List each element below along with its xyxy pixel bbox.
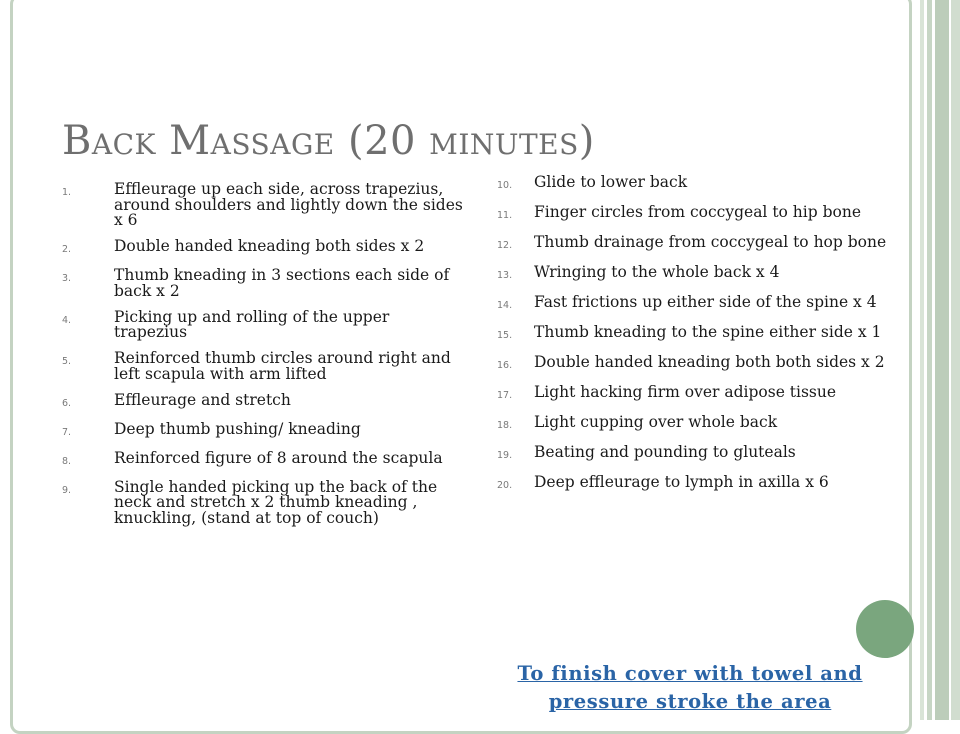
decorative-circle: [856, 600, 914, 658]
list-item: [62, 268, 467, 299]
list-item: [62, 448, 467, 470]
list-item: [62, 351, 467, 382]
item-number: 17.: [497, 390, 513, 401]
item-text: Single handed picking up the back of the neck and stretch x 2 thumb kneading , knuckling, (stand at top of couch): [114, 477, 438, 527]
list-item: [62, 239, 467, 258]
steps-list-left: [62, 182, 467, 537]
decorative-stripe: [935, 0, 949, 720]
item-text: Wringing to the whole back x 4: [534, 263, 780, 281]
list-item: [497, 445, 887, 464]
item-number: 20.: [497, 480, 513, 491]
list-item: [497, 235, 887, 254]
item-number: 8.: [62, 455, 72, 467]
list-item: [497, 355, 887, 374]
list-item: [497, 295, 887, 314]
item-text: Beating and pounding to gluteals: [534, 443, 796, 461]
item-number: 10.: [497, 180, 513, 191]
decorative-stripe: [951, 0, 960, 720]
item-text: Effleurage and stretch: [114, 390, 291, 409]
item-number: 19.: [497, 450, 513, 461]
item-text: Picking up and rolling of the upper trapezius: [114, 307, 390, 341]
item-number: 15.: [497, 330, 513, 341]
slide-title: Back Massage (20 minutes): [62, 118, 595, 164]
item-text: Light cupping over whole back: [534, 413, 778, 431]
item-number: 3.: [62, 273, 72, 284]
list-item: [62, 477, 467, 527]
item-number: 18.: [497, 420, 513, 431]
item-text: Finger circles from coccygeal to hip bone: [534, 203, 862, 221]
item-number: 9.: [62, 484, 72, 496]
item-number: 6.: [62, 397, 72, 409]
item-text: Deep effleurage to lymph in axilla x 6: [534, 473, 829, 491]
item-number: 4.: [62, 314, 72, 326]
item-number: 14.: [497, 300, 513, 311]
list-item: [497, 175, 887, 194]
item-text: Double handed kneading both both sides x 2: [534, 353, 885, 371]
item-number: 7.: [62, 426, 72, 438]
finish-link[interactable]: To finish cover with towel and pressure stroke the area: [517, 662, 863, 713]
list-item: [62, 419, 467, 441]
list-item: [497, 265, 887, 284]
item-number: 11.: [497, 210, 513, 221]
item-text: Thumb kneading to the spine either side x 1: [534, 323, 882, 341]
item-number: 13.: [497, 270, 513, 281]
item-text: Deep thumb pushing/ kneading: [114, 419, 361, 438]
item-text: Light hacking firm over adipose tissue: [534, 383, 837, 401]
list-item: [497, 475, 887, 494]
decorative-stripe: [927, 0, 932, 720]
item-text: Reinforced thumb circles around right and left scapula with arm lifted: [114, 349, 451, 383]
item-number: 2.: [62, 244, 72, 255]
item-text: Glide to lower back: [534, 173, 688, 191]
item-text: Reinforced figure of 8 around the scapula: [114, 448, 443, 467]
item-text: Effleurage up each side, across trapezius, around shoulders and lightly down the sides x 6: [114, 180, 463, 229]
list-item: [497, 325, 887, 344]
item-text: Double handed kneading both sides x 2: [114, 237, 425, 255]
steps-list-right: [497, 175, 887, 505]
list-item: [62, 182, 467, 229]
list-item: [62, 390, 467, 412]
item-number: 5.: [62, 356, 72, 367]
item-text: Thumb drainage from coccygeal to hop bone: [534, 233, 887, 251]
list-item: [62, 307, 467, 341]
list-item: [497, 415, 887, 434]
item-number: 1.: [62, 187, 72, 198]
list-item: [497, 385, 887, 404]
item-number: 16.: [497, 360, 513, 371]
decorative-stripe: [920, 0, 924, 720]
list-item: [497, 205, 887, 224]
item-number: 12.: [497, 240, 513, 251]
item-text: Thumb kneading in 3 sections each side of back x 2: [114, 266, 450, 300]
item-text: Fast frictions up either side of the spine x 4: [534, 293, 877, 311]
